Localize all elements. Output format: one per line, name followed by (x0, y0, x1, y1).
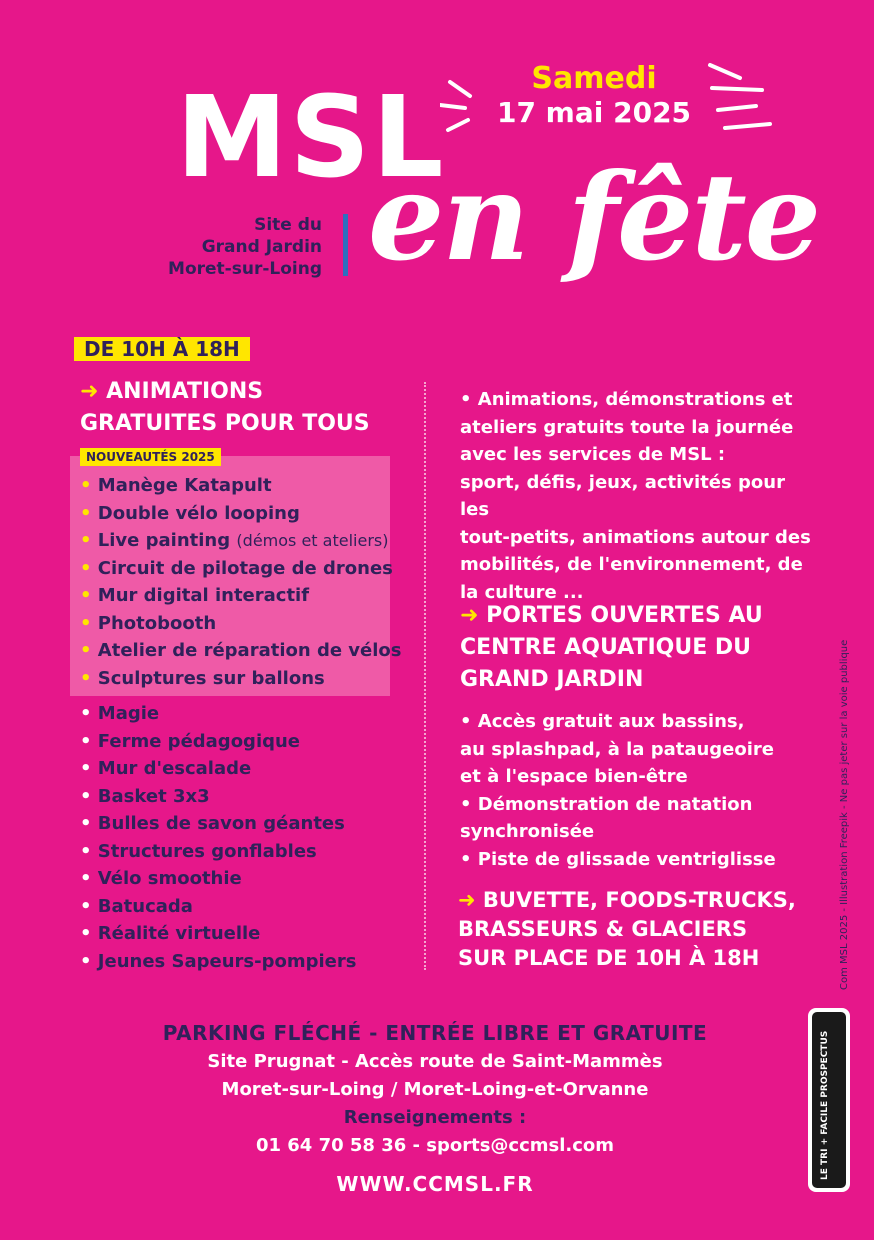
intro-paragraph: • Animations, démonstrations et ateliers gratuits toute la journée avec les services de MSL : sport, défis, jeux, activités pour les tout-petits, animations autour des mobilités, de l'environnement, de la culture ... (460, 389, 811, 603)
event-location (130, 214, 322, 280)
parking-info: PARKING FLÉCHÉ - ENTRÉE LIBRE ET GRATUITE (162, 1021, 708, 1045)
site-line-3: Moret-sur-Loing (168, 259, 322, 279)
event-full-date: 17 mai 2025 (496, 95, 692, 129)
legal-side-note: Com MSL 2025 - Illustration Freepik - Ne pas jeter sur la voie publique (839, 639, 850, 990)
list-item: • Mur d'escalade (80, 758, 252, 779)
location-divider-bar (343, 214, 348, 276)
list-item: • Batucada (80, 895, 193, 917)
arrow-right-icon: ➜ (458, 888, 476, 912)
list-item: • Mur digital interactif (80, 585, 310, 606)
list-item: • Vélo smoothie (80, 868, 242, 889)
event-title: MSL (176, 73, 446, 203)
aquatic-details: • Accès gratuit aux bassins, au splashpad, à la pataugeoire et à l'espace bien-être • Démonstration de natation synchronisée • Piste de glissade ventriglisse (460, 711, 776, 870)
info-label: Renseignements : (343, 1107, 527, 1128)
list-item: • Structures gonflables (80, 840, 317, 862)
site-line-2: Grand Jardin (201, 237, 322, 257)
list-item: • Atelier de réparation de vélos (80, 640, 402, 661)
list-item: • Jeunes Sapeurs-pompiers (80, 950, 357, 972)
list-item: • Circuit de pilotage de drones (80, 557, 393, 579)
event-date (494, 62, 694, 129)
activities-list (80, 700, 356, 975)
live-painting-note: (démos et ateliers) (236, 531, 389, 550)
list-item: • Manège Katapult (80, 475, 272, 496)
town-info: Moret-sur-Loing / Moret-Loing-et-Orvanne (221, 1079, 649, 1100)
column-divider (424, 382, 426, 970)
aquatic-heading: ➜ PORTES OUVERTES AU CENTRE AQUATIQUE DU GRAND JARDIN (460, 603, 763, 692)
new-items-tag: NOUVEAUTÉS 2025 (80, 448, 221, 466)
list-item: • Réalité virtuelle (80, 923, 261, 944)
list-item: • Ferme pédagogique (80, 730, 301, 752)
animations-heading (80, 376, 370, 440)
new-items-list (80, 472, 402, 692)
hours-badge: DE 10H À 18H (74, 337, 250, 361)
food-heading: ➜ BUVETTE, FOODS-TRUCKS, BRASSEURS & GLACIERS SUR PLACE DE 10H À 18H (458, 888, 796, 970)
event-subtitle: en fête (368, 147, 820, 288)
arrow-right-icon: ➜ (460, 603, 479, 628)
contact-info: 01 64 70 58 36 - sports@ccmsl.com (255, 1135, 615, 1156)
list-item: • Magie (80, 703, 160, 724)
arrow-right-icon: ➜ (80, 379, 99, 404)
list-item: • Bulles de savon géantes (80, 813, 345, 834)
list-item: • Basket 3x3 (80, 785, 210, 807)
list-item: • Double vélo looping (80, 502, 300, 524)
website-link[interactable]: WWW.CCMSL.FR (336, 1172, 534, 1196)
event-day: Samedi (531, 61, 657, 96)
triman-recycling-logo: LE TRI + FACILE PROSPECTUS (808, 1008, 850, 1192)
list-item: • Live painting (démos et ateliers) (80, 530, 389, 551)
footer-info (130, 1018, 740, 1200)
site-line-1: Site du (254, 215, 322, 235)
list-item: • Sculptures sur ballons (80, 667, 325, 689)
animations-title-line-2: GRATUITES POUR TOUS (80, 411, 370, 436)
animations-title-line-1: ANIMATIONS (106, 379, 264, 404)
site-info: Site Prugnat - Accès route de Saint-Mammès (207, 1051, 663, 1072)
list-item: • Photobooth (80, 612, 217, 634)
